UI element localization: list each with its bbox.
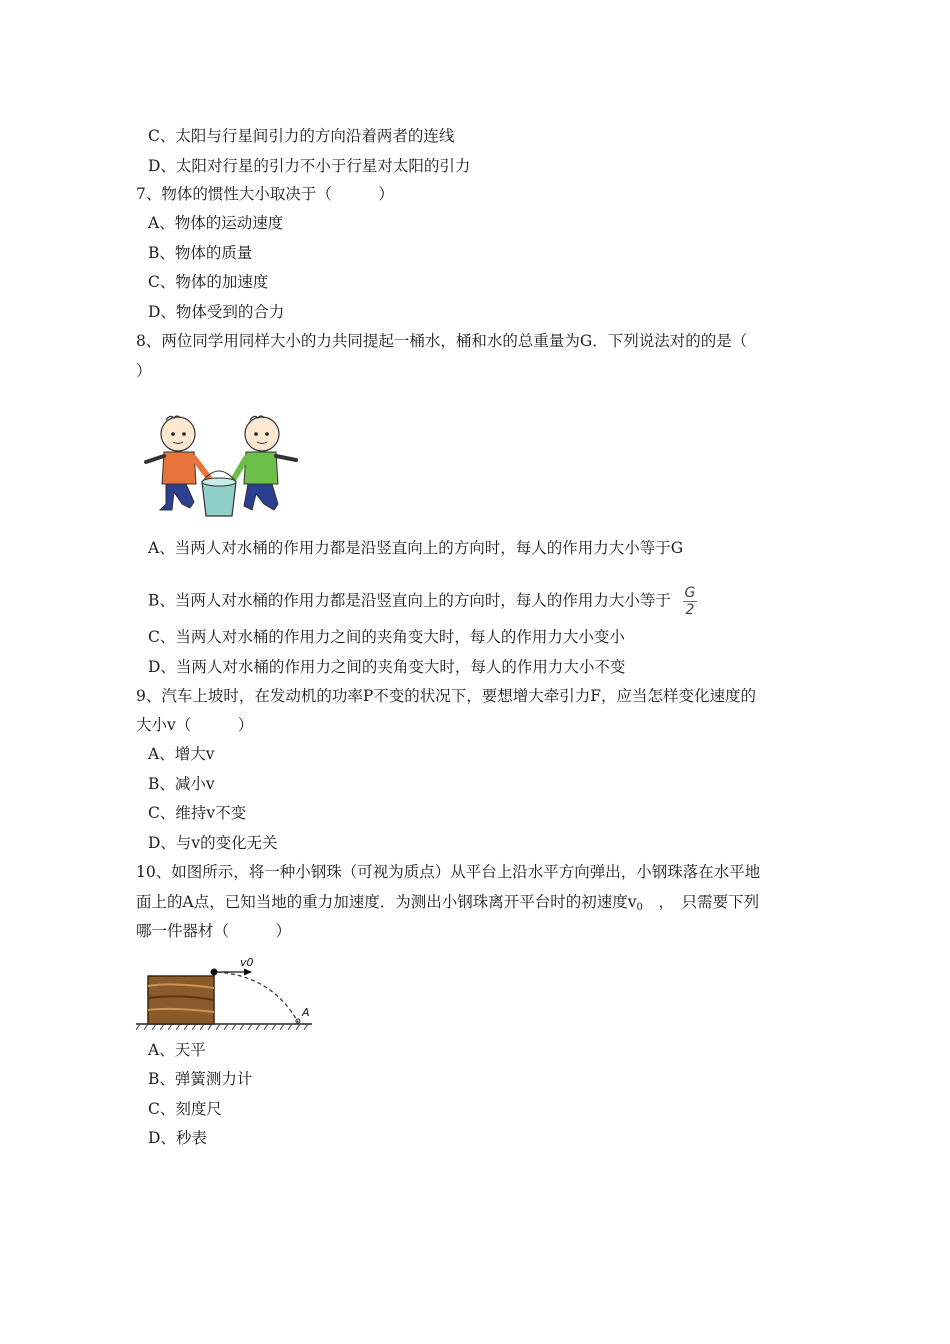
point-a-label: A bbox=[302, 1006, 310, 1019]
two-students-lifting-bucket-figure bbox=[140, 412, 305, 522]
q9-option-c: C、维持v不变 bbox=[148, 804, 247, 822]
q10-option-c: C、刻度尺 bbox=[148, 1100, 222, 1118]
q6-option-d: D、太阳对行星的引力不小于行星对太阳的引力 bbox=[148, 157, 471, 175]
q10-stem-line2 bbox=[136, 892, 759, 918]
q9-option-b: B、减小v bbox=[148, 775, 215, 793]
projectile-platform-figure bbox=[132, 952, 317, 1034]
q9-option-a: A、增大v bbox=[148, 745, 215, 763]
q8-option-a: A、当两人对水桶的作用力都是沿竖直向上的方向时，每人的作用力大小等于G bbox=[148, 539, 684, 557]
fraction-denominator: 2 bbox=[685, 602, 695, 618]
q8-stem-line2: ） bbox=[136, 362, 152, 380]
velocity-label: v0 bbox=[240, 956, 254, 969]
q7-option-b: B、物体的质量 bbox=[148, 244, 253, 262]
q10-option-d: D、秒表 bbox=[148, 1129, 207, 1147]
q8-option-b bbox=[148, 586, 697, 617]
q10-stem-line1: 10、如图所示，将一种小钢珠（可视为质点）从平台上沿水平方向弹出，小钢珠落在水平地 bbox=[136, 863, 761, 881]
q10-option-b: B、弹簧测力计 bbox=[148, 1070, 253, 1088]
q10-subscript: 0 bbox=[636, 902, 643, 913]
q9-option-d: D、与v的变化无关 bbox=[148, 834, 278, 852]
q7-option-a: A、物体的运动速度 bbox=[148, 214, 284, 232]
q8-option-d: D、当两人对水桶的作用力之间的夹角变大时，每人的作用力大小不变 bbox=[148, 658, 626, 676]
q10-stem-line3: 哪一件器材（ ） bbox=[136, 922, 292, 940]
q7-stem: 7、物体的惯性大小取决于（ ） bbox=[136, 185, 394, 203]
q9-stem-line2: 大小v（ ） bbox=[136, 716, 254, 734]
q10-stem-line2-post: ， 只需要下列 bbox=[642, 893, 760, 911]
q7-option-c: C、物体的加速度 bbox=[148, 273, 269, 291]
fraction-g-over-2 bbox=[683, 586, 697, 617]
q9-stem-line1: 9、汽车上坡时，在发动机的功率P不变的状况下，要想增大牵引力F，应当怎样变化速度的 bbox=[136, 687, 757, 705]
q8-stem-line1: 8、两位同学用同样大小的力共同提起一桶水，桶和水的总重量为G．下列说法对的的是（ bbox=[136, 332, 748, 350]
q10-stem-line2-pre: 面上的A点，已知当地的重力加速度．为测出小钢珠离开平台时的初速度v bbox=[136, 893, 637, 911]
q8-option-b-text: B、当两人对水桶的作用力都是沿竖直向上的方向时，每人的作用力大小等于 bbox=[148, 591, 671, 610]
q8-option-c: C、当两人对水桶的作用力之间的夹角变大时，每人的作用力大小变小 bbox=[148, 628, 625, 646]
fraction-numerator: G bbox=[684, 585, 696, 601]
q10-option-a: A、天平 bbox=[148, 1041, 206, 1059]
q6-option-c: C、太阳与行星间引力的方向沿着两者的连线 bbox=[148, 127, 455, 145]
q7-option-d: D、物体受到的合力 bbox=[148, 303, 285, 321]
